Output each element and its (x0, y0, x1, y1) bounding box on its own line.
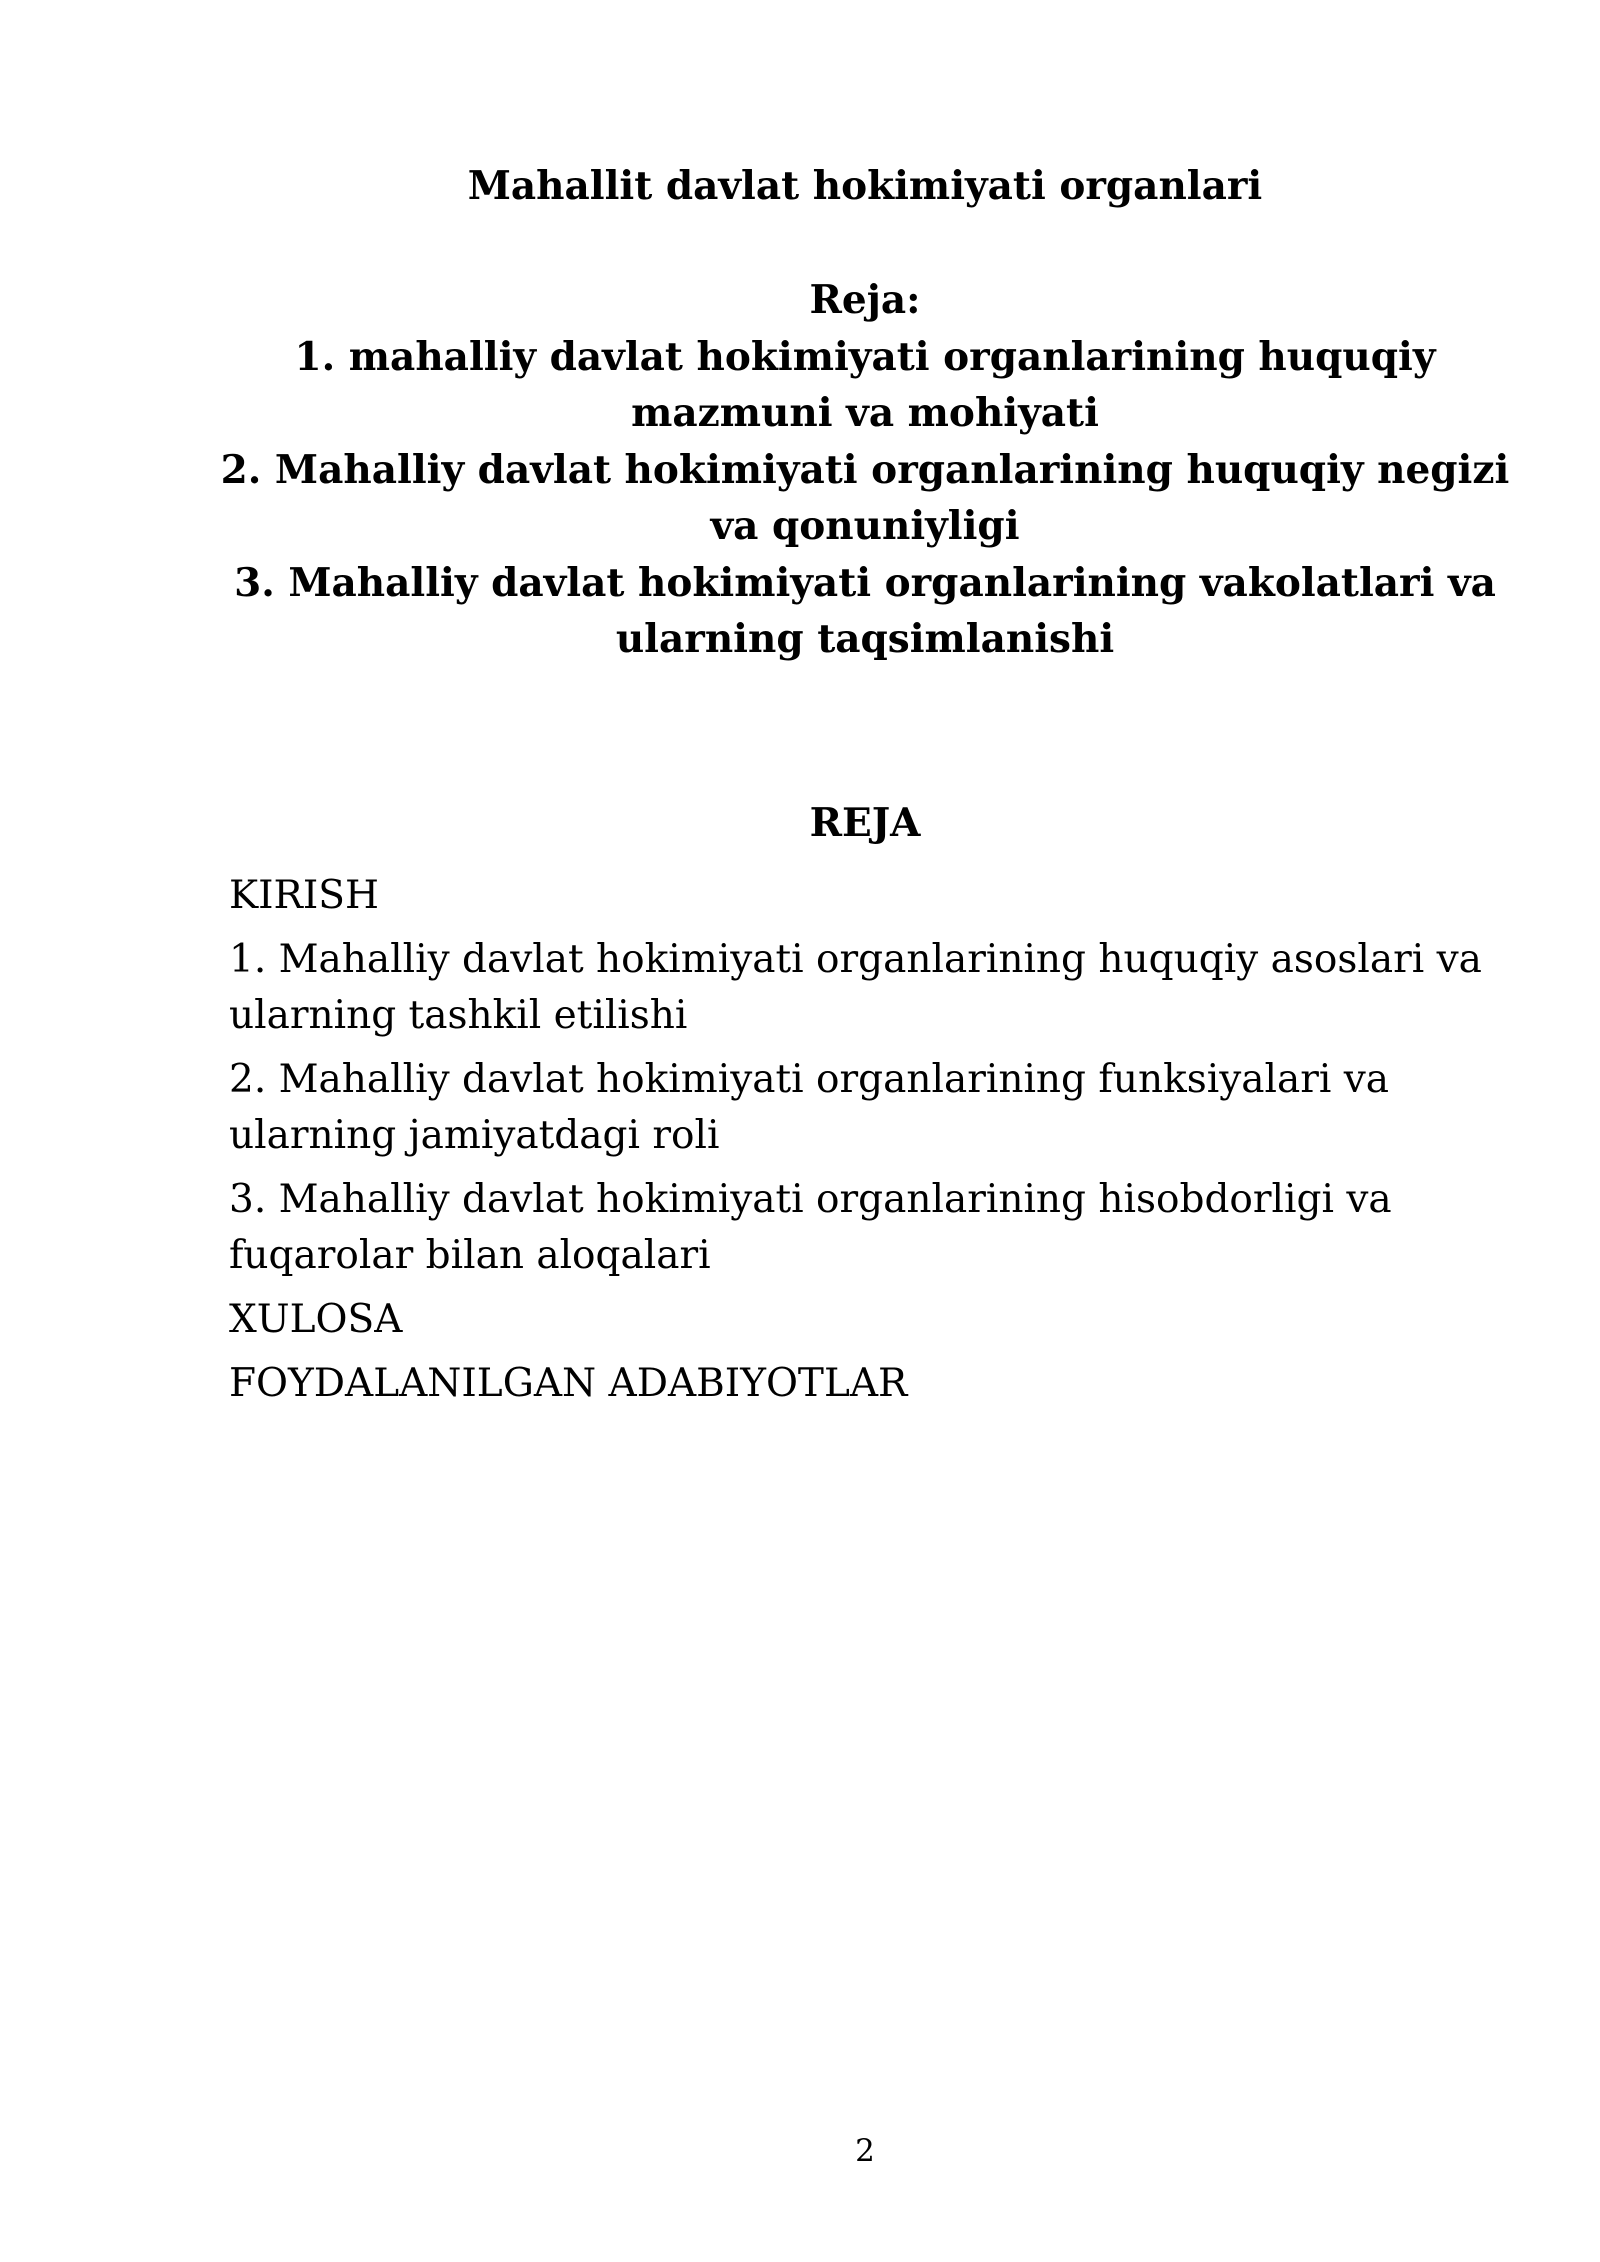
document-title: Mahallit davlat hokimiyati organlari (467, 163, 1263, 209)
plan-label: Reja: (809, 277, 921, 323)
toc-item-3: 3. Mahalliy davlat hokimiyati organlarining hisobdorligi va fuqarolar bilan aloqalari (229, 1177, 1392, 1278)
toc-item-conclusion: XULOSA (229, 1297, 403, 1342)
toc-item-1: 1. Mahalliy davlat hokimiyati organlarining huquqiy asoslari va ularning tashkil etilishi (229, 937, 1482, 1038)
section-heading: REJA (809, 800, 921, 846)
plan-item-2: 2. Mahalliy davlat hokimiyati organlarining huquqiy negizi va qonuniyligi (220, 446, 1510, 549)
toc-item-introduction: KIRISH (229, 873, 380, 918)
toc-item-references: FOYDALANILGAN ADABIYOTLAR (229, 1361, 908, 1406)
plan-item-1: 1. mahalliy davlat hokimiyati organlarining huquqiy mazmuni va mohiyati (294, 333, 1436, 436)
table-of-contents (229, 868, 1489, 1420)
page-number: 2 (855, 2133, 875, 2169)
toc-item-2: 2. Mahalliy davlat hokimiyati organlarining funksiyalari va ularning jamiyatdagi roli (229, 1057, 1390, 1158)
plan-block (220, 272, 1510, 668)
plan-item-3: 3. Mahalliy davlat hokimiyati organlarining vakolatlari va ularning taqsimlanishi (234, 559, 1496, 662)
